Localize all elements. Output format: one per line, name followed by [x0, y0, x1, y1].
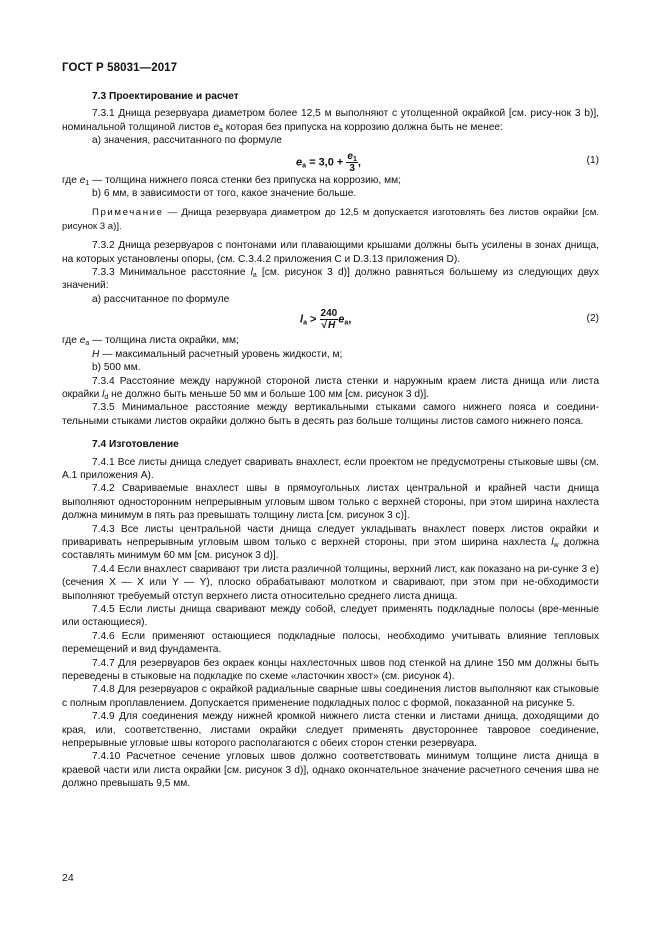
paragraph-7-3-2: 7.3.2 Днища резервуаров с понтонами или плавающими крышами должны быть усилены в зонах днища, на которых установлены опоры, (см. С.3.4.2 приложения С и D.3.13 приложения D). — [62, 240, 599, 265]
running-header: ГОСТ Р 58031—2017 — [62, 62, 178, 74]
where-e1: где $e_1$ — толщина нижнего пояса стенки без припуска на коррозию, мм; — [62, 174, 401, 187]
paragraph-7-4-6: 7.4.6 Если применяют остающиеся подкладные полосы, необходимо учитывать влияние тепловых перемещений и вид фундамента. — [62, 630, 599, 656]
note: Примечание — Днища резервуара диаметром до 12,5 м допускается изготовлять без листов окрайки [см. рисунок 3 а)]. — [62, 207, 599, 232]
formula-1-number: (1) — [586, 154, 599, 166]
section-heading-7-4: 7.4 Изготовление — [92, 439, 179, 451]
formula-2-fraction: $\frac{240}{√H}$ — [320, 308, 338, 332]
formula-2 — [62, 306, 599, 334]
formula-2-number: (2) — [586, 313, 599, 325]
paragraph-7-3-4: 7.3.4 Расстояние между наружной стороной листа стенки и наружным краем листа днища или листа окрайки $l_d$ не должно быть меньше 50 мм и больше 100 мм [см. рисунок 3 d)]. — [62, 375, 599, 401]
paragraph-7-4-10: 7.4.10 Расчетное сечение угловых швов должно соответствовать минимум толщине листа днища в краевой части или листа окрайки [см. рисунок 3 d)], однако окончательное значение расчетного сечения шва не должно превышать 9,5 мм. — [62, 751, 599, 790]
paragraph-7-3-3: 7.3.3 Минимальное расстояние $l_a$ [см. рисунок 3 d)] должно равняться большему из следующих двух значений: — [62, 267, 599, 292]
paragraph-7-4-1: 7.4.1 Все листы днища следует сваривать внахлест, если проектом не предусмотрены стыковые швы (см. А.1 приложения А). — [62, 456, 599, 481]
paragraph-7-4-9: 7.4.9 Для соединения между нижней кромкой нижнего листа стенки и листами днища, доходящими до края, или, соответственно, листами окрайки следует применять двустороннее тавровое соединение, непрерывные угловые швы которого располагаются с обеих сторон стенки резервуара. — [62, 711, 599, 750]
paragraph-7-4-4: 7.4.4 Если внахлест сваривают три листа различной толщины, верхний лист, как показано на ри-сунке 3 е) (сечения X — X или Y — Y), плоско обрабатывают молотком и сваривают, при этом при не-обходимости выполняют требуемый отступ верхнего листа относительно среднего листа днища. — [62, 563, 599, 602]
paragraph-7-3-5: 7.3.5 Минимальное расстояние между вертикальными стыками самого нижнего пояса и соедини-тельными стыками листов окрайки должно быть в десять раз больше толщины листов самого нижнего пояса. — [62, 402, 599, 427]
page-number: 24 — [62, 872, 74, 884]
note-label: Примечание — [92, 207, 164, 219]
where-h: H — максимальный расчетный уровень жидкости, м; — [92, 348, 343, 360]
section-heading-7-3: 7.3 Проектирование и расчет — [92, 91, 239, 102]
item-a: а) значения, рассчитанного по формуле — [92, 135, 282, 147]
page-content — [62, 90, 599, 791]
where-ea: где $e_a$ — толщина листа окрайки, мм; — [62, 335, 239, 348]
paragraph-7-4-3: 7.4.3 Все листы центральной части днища следует укладывать внахлест поверх листов окрайки и приваривать непрерывным угловым швом только с верхней стороны, при этом ширина нахлеста $l_w$ должна составлять минимум 60 мм [см. рисунок 3 d)]. — [62, 523, 599, 562]
item-a2: а) рассчитанное по формуле — [92, 293, 230, 305]
formula-1 — [62, 148, 599, 174]
item-b2: b) 500 мм. — [92, 362, 141, 374]
formula-2-expression: $l_a$ > $\frac{240}{√H}$ $e_a$, — [300, 308, 352, 332]
paragraph-7-4-5: 7.4.5 Если листы днища сваривают между собой, следует применять подкладные полосы (вре-менные или остающиеся). — [62, 604, 599, 629]
formula-1-fraction: $\frac{e_1}{3}$ — [347, 150, 357, 174]
paragraph-7-4-2: 7.4.2 Свариваемые внахлест швы в прямоугольных листах центральной и крайней части днища выполняют односторонним непрерывным угловым швом только с верхней стороны, при этом ширина нахлеста должна минимум в пять раз превышать толщину листа [см. рисунок 3 с)]. — [62, 483, 599, 522]
paragraph-7-4-8: 7.4.8 Для резервуаров с окрайкой радиальные сварные швы соединения листов выполняют как стыковые с полным проплавлением. Допускается применение подкладных полос с формой, показанной на рисунке 5. — [62, 684, 599, 709]
item-b: b) 6 мм, в зависимости от того, какое значение больше. — [92, 188, 357, 200]
formula-1-expression: $e_a = 3,0$ + $\frac{e_1}{3}$ , — [296, 150, 361, 174]
paragraph-7-3-1: 7.3.1 Днища резервуара диаметром более 12,5 м выполняют с утолщенной окрайкой [см. рису-нок 3 b)], номинальной толщиной листов $e_a$ которая без припуска на коррозию должна быть не менее: — [62, 108, 599, 134]
paragraph-7-4-7: 7.4.7 Для резервуаров без окраек концы нахлесточных швов под стенкой на длине 150 мм должны быть переведены в стыковые на подкладке по схеме «ласточкин хвост» (см. рисунок 4). — [62, 657, 599, 683]
